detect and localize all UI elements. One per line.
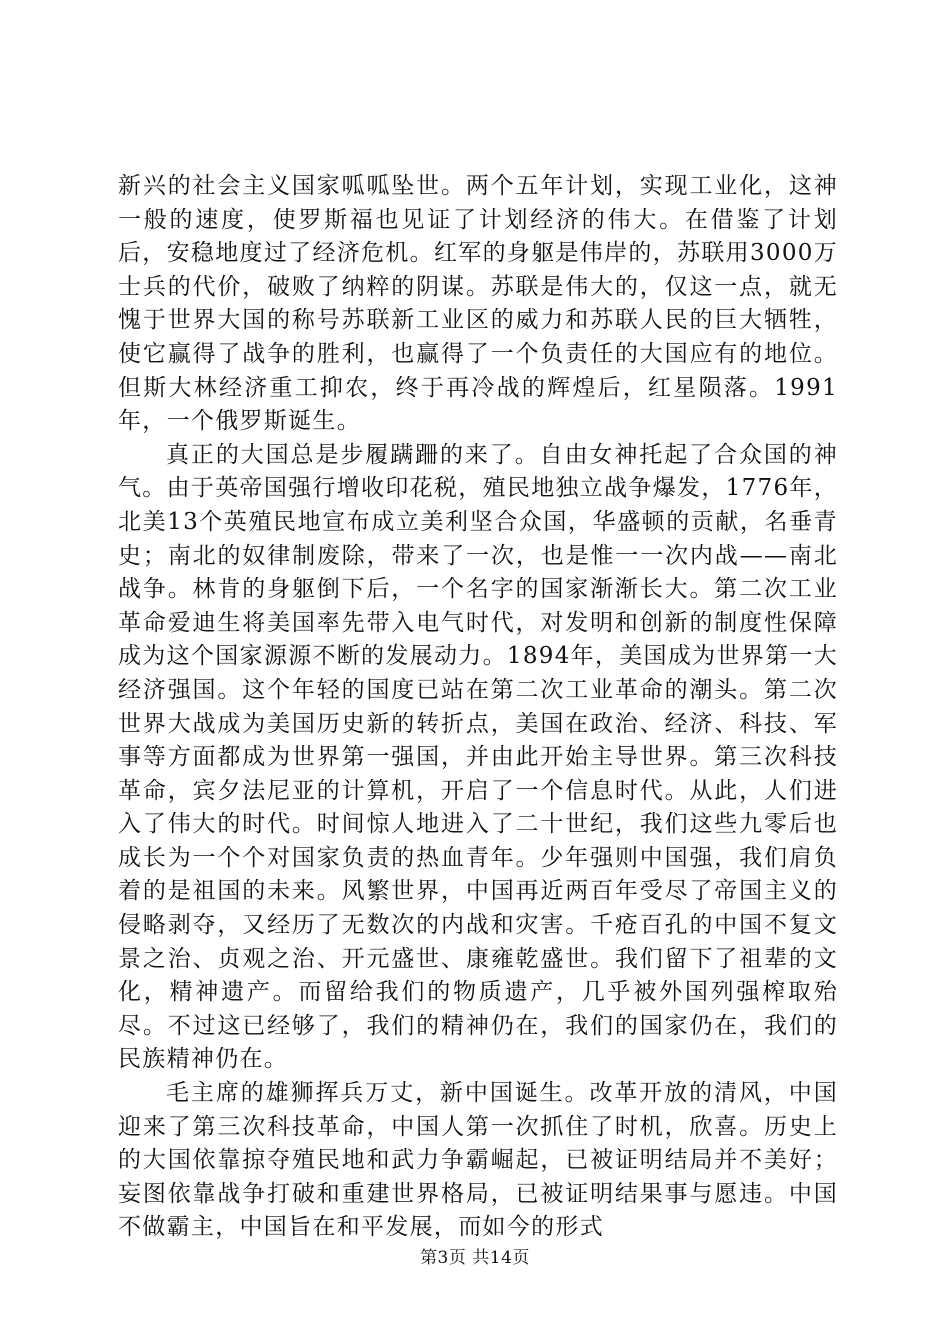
- page-footer: 第3页 共14页: [420, 1248, 530, 1268]
- paragraph-3: 毛主席的雄狮挥兵万丈，新中国诞生。改革开放的清风，中国迎来了第三次科技革命，中国人第一次抓住了时机，欣喜。历史上的大国依靠掠夺殖民地和武力争霸崛起，已被证明结局并不美好；妄图依靠战争打破和重建世界格局，已被证明结果事与愿违。中国不做霸主，中国旨在和平发展，而如今的形式: [118, 1080, 838, 1241]
- paragraph-1: 新兴的社会主义国家呱呱坠世。两个五年计划，实现工业化，这神一般的速度，使罗斯福也见证了计划经济的伟大。在借鉴了计划后，安稳地度过了经济危机。红军的身躯是伟岸的，苏联用3000万士兵的代价，破败了纳粹的阴谋。苏联是伟大的，仅这一点，就无愧于世界大国的称号苏联新工业区的威力和苏联人民的巨大牺牲，使它赢得了战争的胜利，也赢得了一个负责任的大国应有的地位。但斯大林经济重工抑农，终于再冷战的辉煌后，红星陨落。1991年，一个俄罗斯诞生。: [118, 173, 838, 435]
- document-body: [118, 170, 838, 1245]
- paragraph-2: 真正的大国总是步履蹒跚的来了。自由女神托起了合众国的神气。由于英帝国强行增收印花税，殖民地独立战争爆发，1776年，北美13个英殖民地宣布成立美利坚合众国，华盛顿的贡献，名垂青史；南北的奴律制废除，带来了一次，也是惟一一次内战——南北战争。林肯的身躯倒下后，一个名字的国家渐渐长大。第二次工业革命爱迪生将美国率先带入电气时代，对发明和创新的制度性保障成为这个国家源源不断的发展动力。1894年，美国成为世界第一大经济强国。这个年轻的国度已站在第二次工业革命的潮头。第二次世界大战成为美国历史新的转折点，美国在政治、经济、科技、军事等方面都成为世界第一强国，并由此开始主导世界。第三次科技革命，宾夕法尼亚的计算机，开启了一个信息时代。从此，人们进入了伟大的时代。时间惊人地进入了二十世纪，我们这些九零后也成长为一个个对国家负责的热血青年。少年强则中国强，我们肩负着的是祖国的未来。风繁世界，中国再近两百年受尽了帝国主义的侵略剥夺，又经历了无数次的内战和灾害。千疮百孔的中国不复文景之治、贞观之治、开元盛世、康雍乾盛世。我们留下了祖辈的文化，精神遗产。而留给我们的物质遗产，几乎被外国列强榨取殆尽。不过这已经够了，我们的精神仍在，我们的国家仍在，我们的民族精神仍在。: [118, 441, 838, 1073]
